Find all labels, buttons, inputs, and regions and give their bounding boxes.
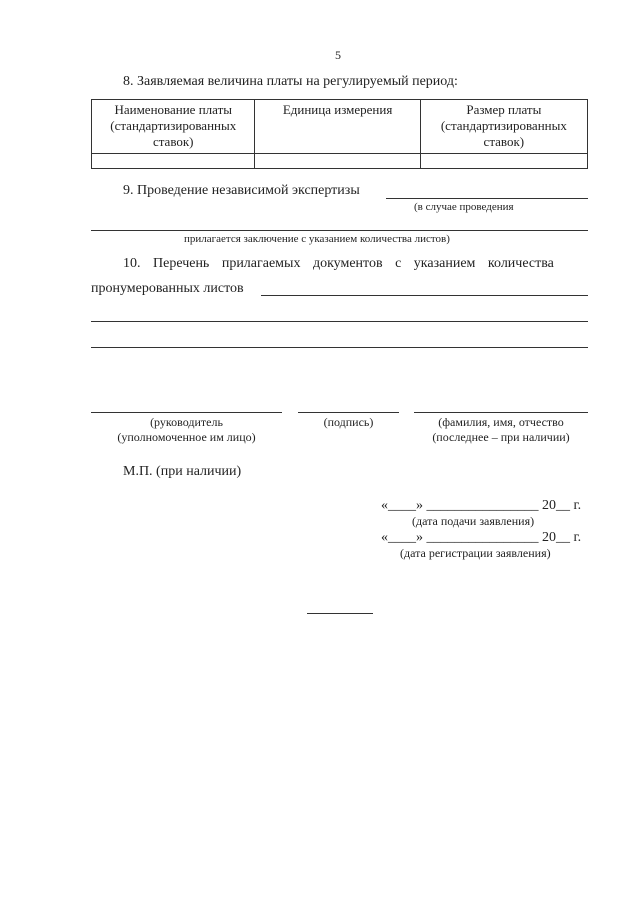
registration-date-row[interactable]: «____» ________________ 20__ г. [381,530,582,545]
table-header-row [92,100,588,154]
section-8-heading: 8. Заявляемая величина платы на регулируемый период: [123,74,458,89]
section-10-line1: 10. Перечень прилагаемых документов с указанием количества [123,256,554,271]
submission-date-row[interactable]: «____» ________________ 20__ г. [381,498,582,513]
page-number: 5 [335,48,341,62]
head-signature-line[interactable] [91,412,282,413]
table-cell[interactable] [420,154,587,169]
section-9-label: 9. Проведение независимой экспертизы [123,183,360,198]
section-9-note2: прилагается заключение с указанием количества листов) [184,233,450,245]
registration-date-caption: (дата регистрации заявления) [400,546,551,560]
expertise-field-line[interactable] [386,198,588,199]
documents-field-line-2[interactable] [91,321,588,322]
table-row [92,154,588,169]
signature-line[interactable] [298,412,399,413]
name-signature-line[interactable] [414,412,588,413]
name-caption-2: (последнее – при наличии) [432,430,570,444]
submission-date-caption: (дата подачи заявления) [412,514,535,528]
expertise-field-line-2[interactable] [91,230,588,231]
stamp-label: М.П. (при наличии) [123,464,242,479]
header-fee-name: Наименование платы (стандартизированных ставок) [92,100,255,154]
head-caption-2: (уполномоченное им лицо) [117,430,256,444]
section-9-note1: (в случае проведения [414,201,514,213]
documents-field-line-3[interactable] [91,347,588,348]
header-unit: Единица измерения [255,100,420,154]
head-caption-1: (руководитель [150,415,223,429]
table-cell[interactable] [92,154,255,169]
name-caption-1: (фамилия, имя, отчество [438,415,564,429]
end-divider [307,613,373,614]
header-fee-amount: Размер платы (стандартизированных ставок) [420,100,587,154]
section-10-line2: пронумерованных листов [91,281,244,296]
signature-caption: (подпись) [323,415,374,429]
table-cell[interactable] [255,154,420,169]
documents-field-line-1[interactable] [261,295,588,296]
fee-table [91,99,588,169]
